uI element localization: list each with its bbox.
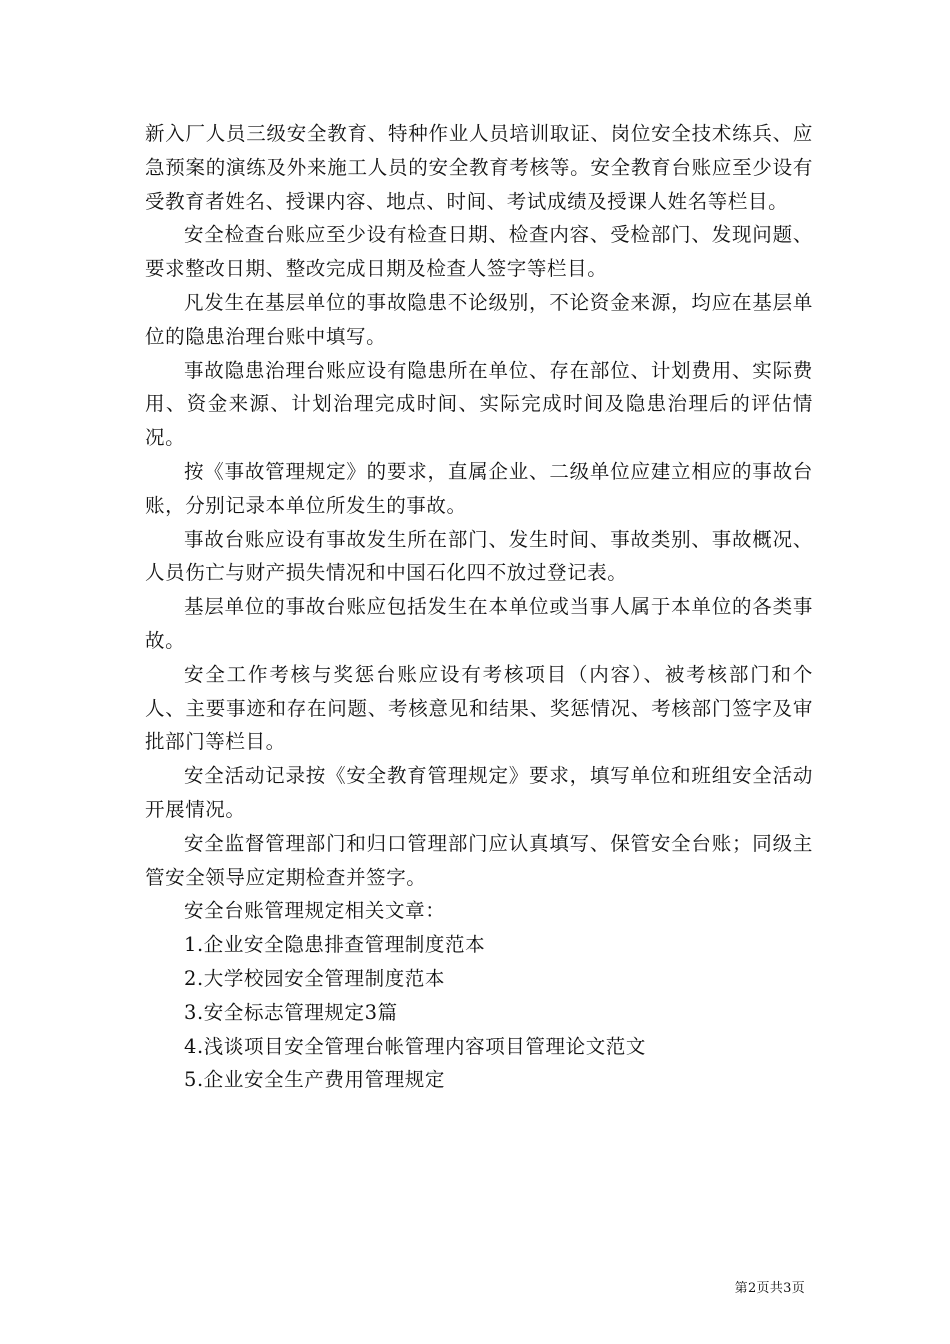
related-article-link-1[interactable]: 1.企业安全隐患排查管理制度范本 xyxy=(184,933,486,957)
paragraph-9: 安全活动记录按《安全教育管理规定》要求，填写单位和班组安全活动开展情况。 xyxy=(145,764,813,821)
paragraph-4: 事故隐患治理台账应设有隐患所在单位、存在部位、计划费用、实际费用、资金来源、计划治理完成时间、实际完成时间及隐患治理后的评估情况。 xyxy=(145,358,813,450)
paragraph-10: 安全监督管理部门和归口管理部门应认真填写、保管安全台账；同级主管安全领导应定期检查并签字。 xyxy=(145,831,813,889)
page-number: 第2页共3页 xyxy=(734,1281,805,1296)
paragraph-6: 事故台账应设有事故发生所在部门、发生时间、事故类别、事故概况、人员伤亡与财产损失情况和中国石化四不放过登记表。 xyxy=(145,527,813,585)
paragraph-7: 基层单位的事故台账应包括发生在本单位或当事人属于本单位的各类事故。 xyxy=(145,595,813,652)
paragraph-2: 安全检查台账应至少设有检查日期、检查内容、受检部门、发现问题、要求整改日期、整改完成日期及检查人签字等栏目。 xyxy=(145,223,813,281)
related-article-link-3[interactable]: 3.安全标志管理规定3篇 xyxy=(184,1000,398,1024)
related-articles-heading: 安全台账管理规定相关文章： xyxy=(184,899,446,923)
paragraph-1: 新入厂人员三级安全教育、特种作业人员培训取证、岗位安全技术练兵、应急预案的演练及外来施工人员的安全教育考核等。安全教育台账应至少设有受教育者姓名、授课内容、地点、时间、考试成绩及授课人姓名等栏目。 xyxy=(145,122,813,213)
paragraph-5: 按《事故管理规定》的要求，直属企业、二级单位应建立相应的事故台账，分别记录本单位所发生的事故。 xyxy=(145,459,813,517)
related-article-link-4[interactable]: 4.浅谈项目安全管理台帐管理内容项目管理论文范文 xyxy=(184,1034,647,1058)
paragraph-8: 安全工作考核与奖惩台账应设有考核项目（内容）、被考核部门和个人、主要事迹和存在问题、考核意见和结果、奖惩情况、考核部门签字及审批部门等栏目。 xyxy=(145,662,813,754)
document-body xyxy=(145,117,813,1097)
paragraph-3: 凡发生在基层单位的事故隐患不论级别，不论资金来源，均应在基层单位的隐患治理台账中填写。 xyxy=(145,290,813,348)
related-article-link-2[interactable]: 2.大学校园安全管理制度范本 xyxy=(184,966,446,990)
related-article-link-5[interactable]: 5.企业安全生产费用管理规定 xyxy=(184,1068,446,1092)
